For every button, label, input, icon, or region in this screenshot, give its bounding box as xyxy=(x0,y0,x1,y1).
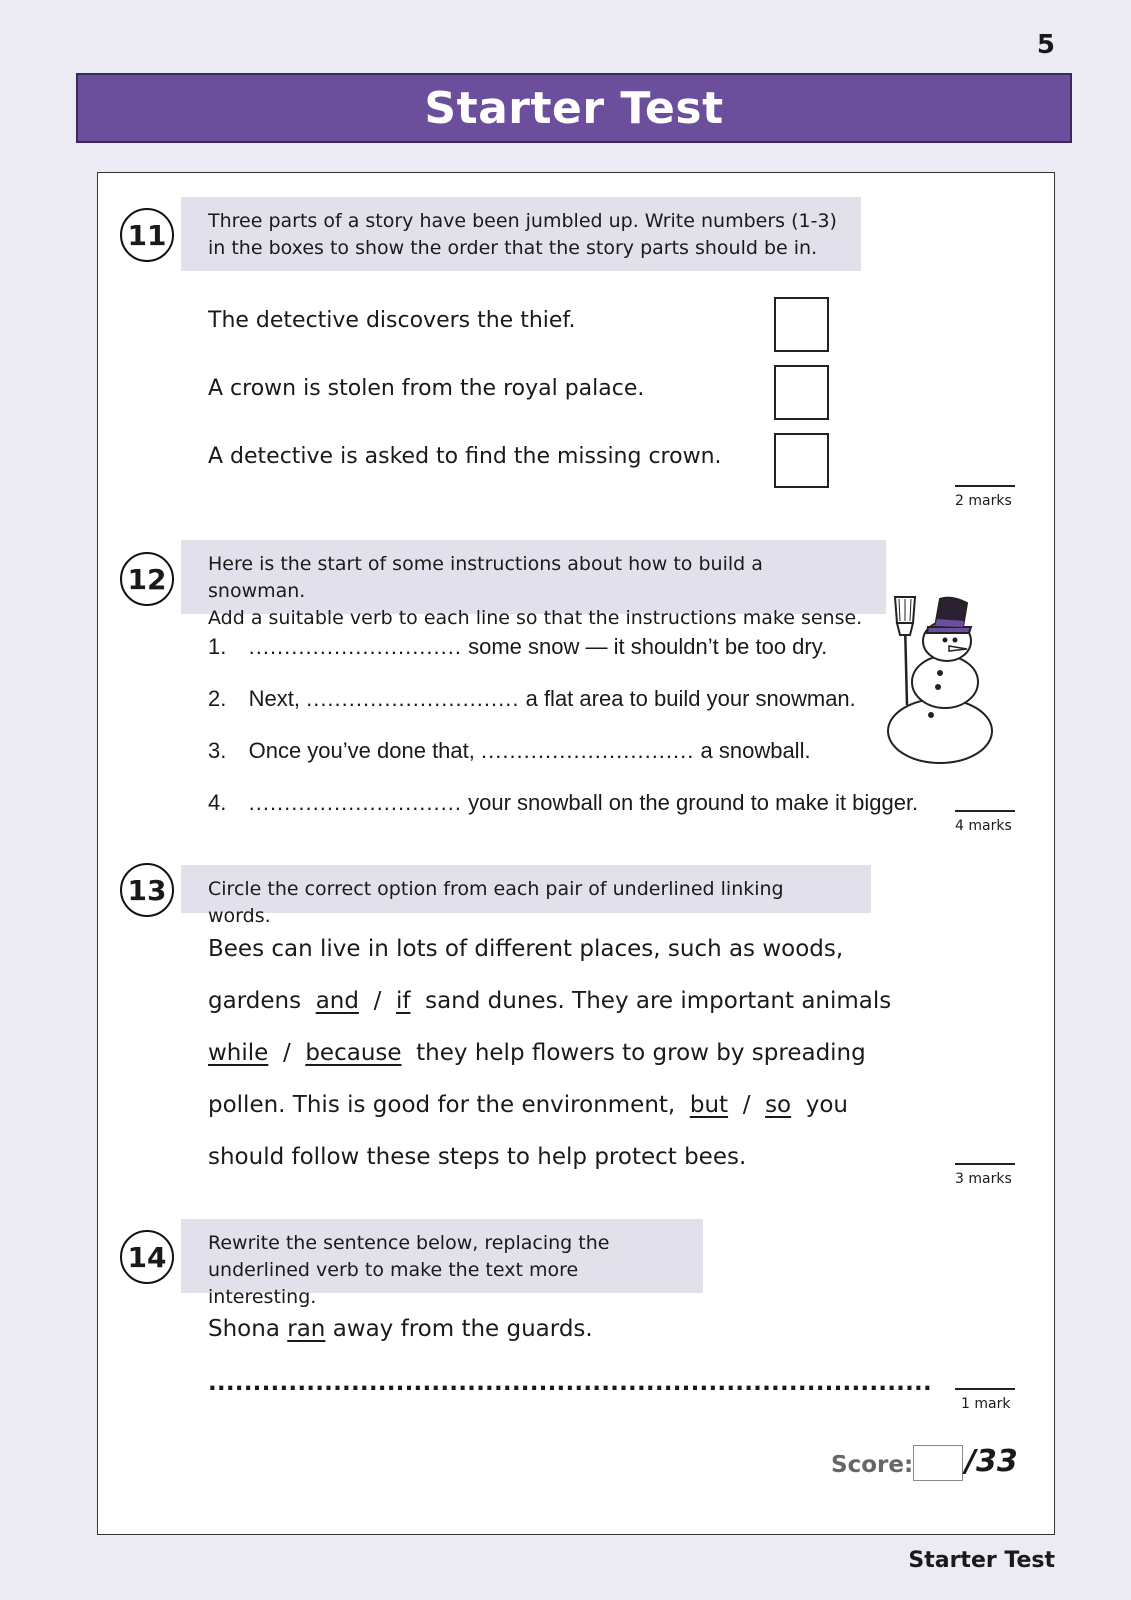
q13-line-2-end: sand dunes. They are important animals xyxy=(425,988,892,1014)
q11-marks-line xyxy=(955,485,1015,487)
q12-line-1-blank[interactable]: .............................. xyxy=(248,634,462,659)
q12-line-3 xyxy=(208,738,811,764)
q12-line-3-blank[interactable]: .............................. xyxy=(481,738,695,763)
q13-option-if[interactable]: if xyxy=(395,988,411,1014)
q11-item-3: A detective is asked to find the missing crown. xyxy=(208,444,722,469)
q11-instruction-box xyxy=(181,197,861,271)
score-label: Score: xyxy=(831,1452,914,1478)
q12-line-3-number: 3. xyxy=(208,738,227,763)
q13-slash-2: / xyxy=(282,1040,291,1066)
q13-marks-line xyxy=(955,1163,1015,1165)
q11-answer-box-3[interactable] xyxy=(774,433,829,488)
footer-label: Starter Test xyxy=(908,1548,1055,1573)
q12-line-2-number: 2. xyxy=(208,686,227,711)
q13-line-3-end: they help flowers to grow by spreading xyxy=(416,1040,866,1066)
q11-instruction-line-1: Three parts of a story have been jumbled up. Write numbers (1-3) xyxy=(208,210,837,232)
q12-line-2 xyxy=(208,686,856,712)
q13-line-1: Bees can live in lots of different places, such as woods, xyxy=(208,936,844,962)
q13-line-2 xyxy=(208,988,891,1014)
q14-marks: 1 mark xyxy=(961,1396,1011,1412)
q13-slash-1: / xyxy=(373,988,382,1014)
q13-option-but[interactable]: but xyxy=(689,1092,729,1118)
q12-instruction-box xyxy=(181,540,886,629)
q12-line-3-text: a snowball. xyxy=(700,738,811,763)
q12-instruction-line-2: Add a suitable verb to each line so that the instructions make sense. xyxy=(208,607,863,629)
q13-slash-3: / xyxy=(742,1092,751,1118)
q14-instruction-line-2: underlined verb to make the text more interesting. xyxy=(208,1259,579,1308)
q11-marks: 2 marks xyxy=(955,493,1012,509)
q12-marks: 4 marks xyxy=(955,818,1012,834)
q13-option-so[interactable]: so xyxy=(765,1092,792,1118)
q13-option-because[interactable]: because xyxy=(305,1040,402,1066)
q12-line-1-text: some snow — it shouldn’t be too dry. xyxy=(468,634,828,659)
q14-sentence xyxy=(208,1316,593,1342)
q14-sentence-start: Shona xyxy=(208,1316,280,1342)
q13-instruction: Circle the correct option from each pair of underlined linking words. xyxy=(208,878,784,927)
q12-line-1-number: 1. xyxy=(208,634,227,659)
question-number-12: 12 xyxy=(120,552,174,606)
question-panel xyxy=(97,172,1055,1535)
q11-instruction-line-2: in the boxes to show the order that the story parts should be in. xyxy=(208,237,818,259)
q14-instruction-box xyxy=(181,1219,703,1308)
snowman-illustration xyxy=(883,593,998,765)
q13-line-5: should follow these steps to help protect bees. xyxy=(208,1144,747,1170)
q11-item-1: The detective discovers the thief. xyxy=(208,308,576,333)
q11-item-2: A crown is stolen from the royal palace. xyxy=(208,376,645,401)
q14-marks-line xyxy=(955,1388,1015,1390)
q13-line-4 xyxy=(208,1092,848,1118)
page-title: Starter Test xyxy=(424,82,724,134)
q12-line-3-prefix: Once you’ve done that, xyxy=(248,738,475,763)
q11-answer-box-1[interactable] xyxy=(774,297,829,352)
question-number-14: 14 xyxy=(120,1230,174,1284)
score-total: /33 xyxy=(965,1444,1018,1479)
q12-line-4 xyxy=(208,790,918,816)
q12-line-1 xyxy=(208,634,827,660)
q14-answer-line[interactable]: ................................................................................. xyxy=(208,1370,932,1396)
q14-instruction-line-1: Rewrite the sentence below, replacing the xyxy=(208,1232,610,1254)
q12-line-4-number: 4. xyxy=(208,790,227,815)
q13-line-3 xyxy=(208,1040,866,1066)
q13-instruction-box xyxy=(181,865,871,927)
q13-option-and[interactable]: and xyxy=(315,988,359,1014)
title-banner xyxy=(76,73,1072,143)
page-number: 5 xyxy=(1036,30,1055,60)
question-number-11: 11 xyxy=(120,208,174,262)
q13-marks: 3 marks xyxy=(955,1171,1012,1187)
q13-line-4-end: you xyxy=(805,1092,849,1118)
q12-line-4-text: your snowball on the ground to make it bigger. xyxy=(468,790,919,815)
q12-line-2-blank[interactable]: .............................. xyxy=(306,686,520,711)
q14-sentence-end: away from the guards. xyxy=(332,1316,593,1342)
q13-line-4-start: pollen. This is good for the environment, xyxy=(208,1092,676,1118)
q12-line-2-text: a flat area to build your snowman. xyxy=(525,686,856,711)
q12-line-4-blank[interactable]: .............................. xyxy=(248,790,462,815)
q13-option-while[interactable]: while xyxy=(208,1040,269,1066)
q13-line-2-start: gardens xyxy=(208,988,302,1014)
q12-instruction-line-1: Here is the start of some instructions about how to build a snowman. xyxy=(208,553,763,602)
score-box[interactable] xyxy=(913,1445,963,1481)
q11-answer-box-2[interactable] xyxy=(774,365,829,420)
q12-line-2-prefix: Next, xyxy=(248,686,300,711)
q14-underlined-verb: ran xyxy=(287,1316,326,1342)
question-number-13: 13 xyxy=(120,863,174,917)
q12-marks-line xyxy=(955,810,1015,812)
